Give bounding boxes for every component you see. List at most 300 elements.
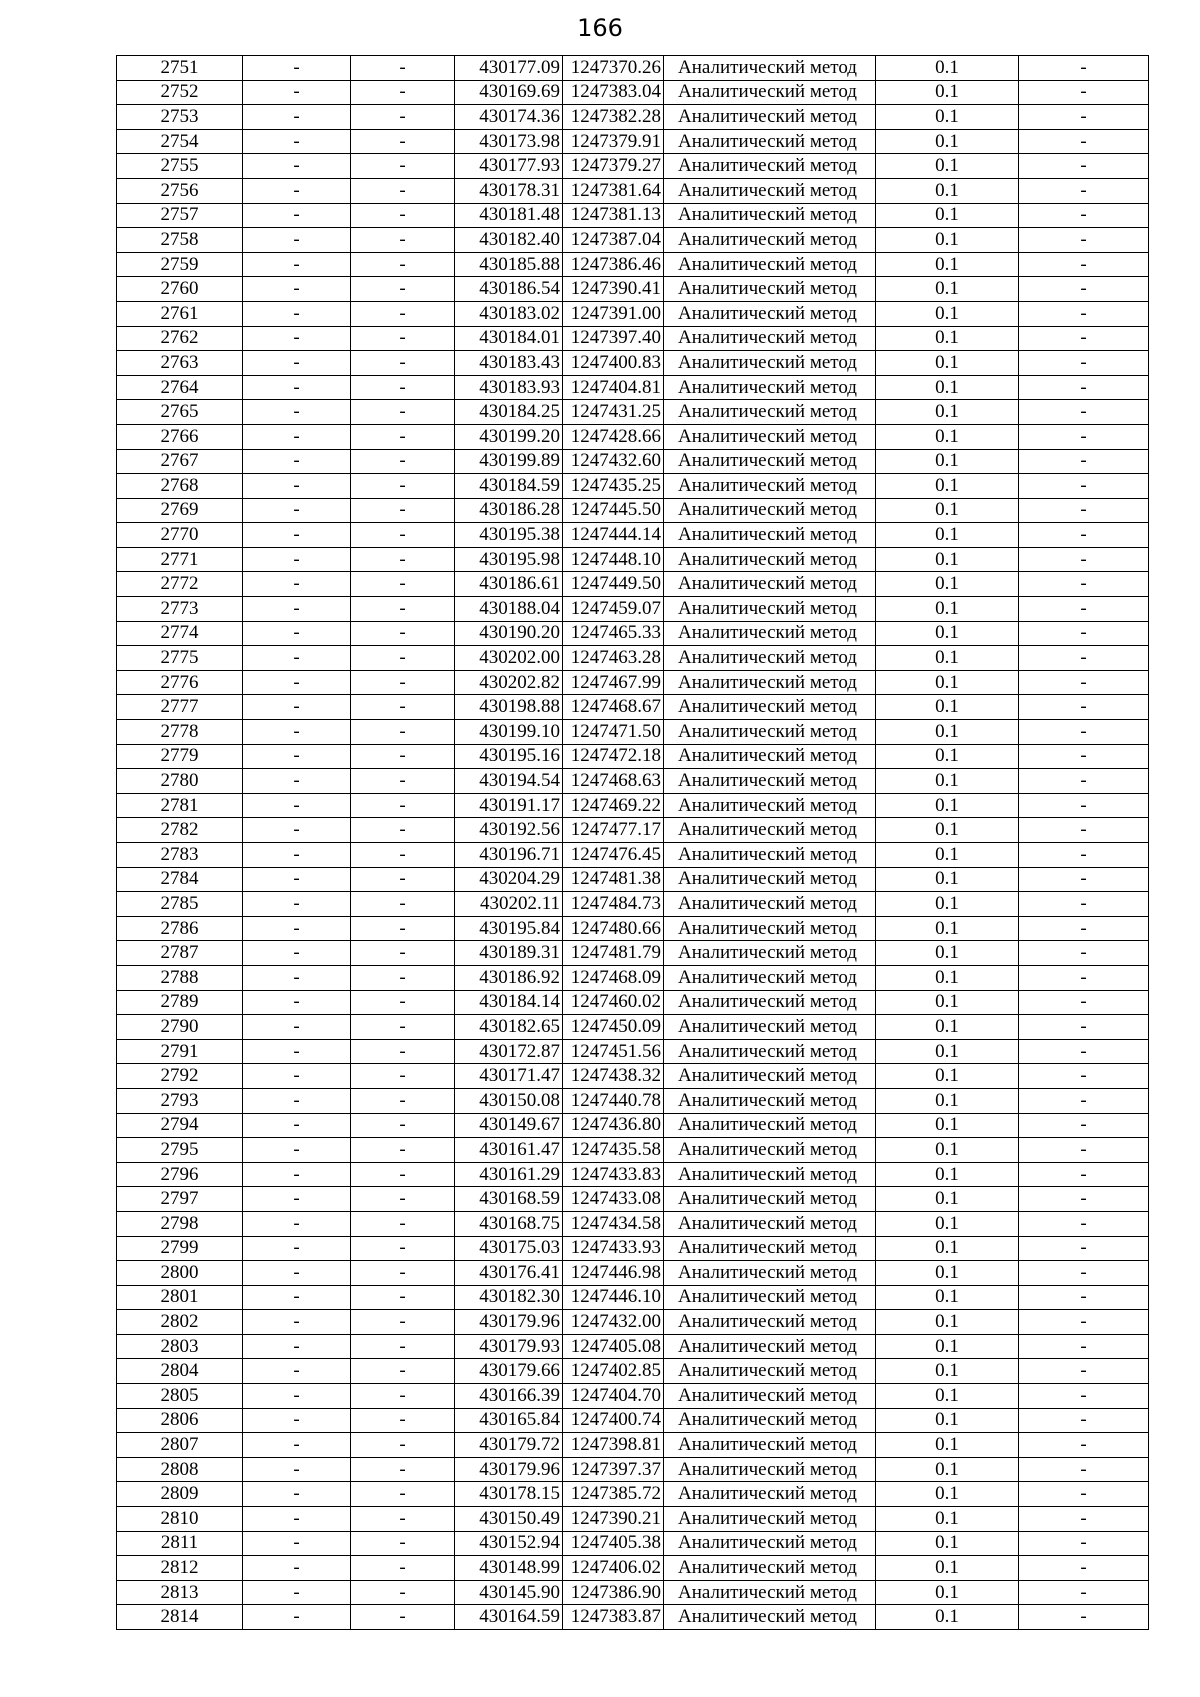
x-coordinate-cell: 430195.16 <box>455 744 563 769</box>
method-cell: Аналитический метод <box>664 1113 876 1138</box>
method-cell: Аналитический метод <box>664 892 876 917</box>
col3-cell: - <box>351 1285 455 1310</box>
y-coordinate-cell: 1247451.56 <box>563 1039 664 1064</box>
accuracy-cell: 0.1 <box>876 375 1019 400</box>
method-cell: Аналитический метод <box>664 1359 876 1384</box>
y-coordinate-cell: 1247397.37 <box>563 1457 664 1482</box>
col3-cell: - <box>351 375 455 400</box>
x-coordinate-cell: 430145.90 <box>455 1580 563 1605</box>
x-coordinate-cell: 430150.08 <box>455 1088 563 1113</box>
method-cell: Аналитический метод <box>664 105 876 130</box>
col3-cell: - <box>351 1236 455 1261</box>
col2-cell: - <box>243 646 351 671</box>
col8-cell: - <box>1019 572 1149 597</box>
table-row <box>117 941 1149 966</box>
accuracy-cell: 0.1 <box>876 474 1019 499</box>
table-row <box>117 277 1149 302</box>
point-number-cell: 2808 <box>117 1457 243 1482</box>
table-row <box>117 1384 1149 1409</box>
y-coordinate-cell: 1247432.60 <box>563 449 664 474</box>
accuracy-cell: 0.1 <box>876 892 1019 917</box>
y-coordinate-cell: 1247400.74 <box>563 1408 664 1433</box>
x-coordinate-cell: 430188.04 <box>455 597 563 622</box>
col2-cell: - <box>243 990 351 1015</box>
x-coordinate-cell: 430169.69 <box>455 80 563 105</box>
col8-cell: - <box>1019 990 1149 1015</box>
col2-cell: - <box>243 843 351 868</box>
method-cell: Аналитический метод <box>664 1580 876 1605</box>
x-coordinate-cell: 430173.98 <box>455 129 563 154</box>
table-row <box>117 400 1149 425</box>
table-row <box>117 252 1149 277</box>
accuracy-cell: 0.1 <box>876 1408 1019 1433</box>
table-body <box>117 56 1149 1630</box>
col8-cell: - <box>1019 56 1149 81</box>
x-coordinate-cell: 430175.03 <box>455 1236 563 1261</box>
y-coordinate-cell: 1247379.91 <box>563 129 664 154</box>
y-coordinate-cell: 1247445.50 <box>563 498 664 523</box>
col2-cell: - <box>243 720 351 745</box>
col3-cell: - <box>351 1113 455 1138</box>
table-row <box>117 154 1149 179</box>
col2-cell: - <box>243 154 351 179</box>
col2-cell: - <box>243 867 351 892</box>
accuracy-cell: 0.1 <box>876 203 1019 228</box>
y-coordinate-cell: 1247468.67 <box>563 695 664 720</box>
accuracy-cell: 0.1 <box>876 498 1019 523</box>
col2-cell: - <box>243 424 351 449</box>
table-row <box>117 1285 1149 1310</box>
point-number-cell: 2781 <box>117 793 243 818</box>
col2-cell: - <box>243 1211 351 1236</box>
x-coordinate-cell: 430192.56 <box>455 818 563 843</box>
point-number-cell: 2814 <box>117 1605 243 1630</box>
method-cell: Аналитический метод <box>664 1334 876 1359</box>
y-coordinate-cell: 1247468.09 <box>563 965 664 990</box>
col2-cell: - <box>243 252 351 277</box>
col2-cell: - <box>243 1162 351 1187</box>
x-coordinate-cell: 430190.20 <box>455 621 563 646</box>
col3-cell: - <box>351 80 455 105</box>
col8-cell: - <box>1019 547 1149 572</box>
col3-cell: - <box>351 547 455 572</box>
accuracy-cell: 0.1 <box>876 695 1019 720</box>
col8-cell: - <box>1019 252 1149 277</box>
col2-cell: - <box>243 1359 351 1384</box>
method-cell: Аналитический метод <box>664 843 876 868</box>
y-coordinate-cell: 1247449.50 <box>563 572 664 597</box>
col8-cell: - <box>1019 1457 1149 1482</box>
method-cell: Аналитический метод <box>664 1285 876 1310</box>
table-row <box>117 498 1149 523</box>
point-number-cell: 2803 <box>117 1334 243 1359</box>
col3-cell: - <box>351 1556 455 1581</box>
table-row <box>117 843 1149 868</box>
accuracy-cell: 0.1 <box>876 449 1019 474</box>
y-coordinate-cell: 1247397.40 <box>563 326 664 351</box>
point-number-cell: 2771 <box>117 547 243 572</box>
table-row <box>117 572 1149 597</box>
accuracy-cell: 0.1 <box>876 1334 1019 1359</box>
y-coordinate-cell: 1247468.63 <box>563 769 664 794</box>
table-row <box>117 474 1149 499</box>
point-number-cell: 2779 <box>117 744 243 769</box>
point-number-cell: 2788 <box>117 965 243 990</box>
col2-cell: - <box>243 695 351 720</box>
col8-cell: - <box>1019 1187 1149 1212</box>
col3-cell: - <box>351 867 455 892</box>
y-coordinate-cell: 1247400.83 <box>563 351 664 376</box>
point-number-cell: 2793 <box>117 1088 243 1113</box>
col8-cell: - <box>1019 1580 1149 1605</box>
col3-cell: - <box>351 400 455 425</box>
method-cell: Аналитический метод <box>664 252 876 277</box>
method-cell: Аналитический метод <box>664 572 876 597</box>
col2-cell: - <box>243 1310 351 1335</box>
accuracy-cell: 0.1 <box>876 228 1019 253</box>
table-row <box>117 1433 1149 1458</box>
method-cell: Аналитический метод <box>664 547 876 572</box>
table-row <box>117 80 1149 105</box>
accuracy-cell: 0.1 <box>876 1507 1019 1532</box>
col3-cell: - <box>351 1039 455 1064</box>
point-number-cell: 2768 <box>117 474 243 499</box>
method-cell: Аналитический метод <box>664 769 876 794</box>
method-cell: Аналитический метод <box>664 1088 876 1113</box>
point-number-cell: 2796 <box>117 1162 243 1187</box>
col3-cell: - <box>351 646 455 671</box>
y-coordinate-cell: 1247398.81 <box>563 1433 664 1458</box>
col3-cell: - <box>351 1457 455 1482</box>
accuracy-cell: 0.1 <box>876 80 1019 105</box>
col2-cell: - <box>243 228 351 253</box>
method-cell: Аналитический метод <box>664 1408 876 1433</box>
x-coordinate-cell: 430178.15 <box>455 1482 563 1507</box>
x-coordinate-cell: 430182.40 <box>455 228 563 253</box>
table-row <box>117 424 1149 449</box>
col3-cell: - <box>351 1162 455 1187</box>
table-row <box>117 1236 1149 1261</box>
accuracy-cell: 0.1 <box>876 1531 1019 1556</box>
y-coordinate-cell: 1247480.66 <box>563 916 664 941</box>
y-coordinate-cell: 1247481.38 <box>563 867 664 892</box>
col3-cell: - <box>351 1531 455 1556</box>
col8-cell: - <box>1019 1605 1149 1630</box>
y-coordinate-cell: 1247385.72 <box>563 1482 664 1507</box>
point-number-cell: 2754 <box>117 129 243 154</box>
col8-cell: - <box>1019 720 1149 745</box>
point-number-cell: 2761 <box>117 301 243 326</box>
table-row <box>117 1531 1149 1556</box>
table-row <box>117 351 1149 376</box>
col3-cell: - <box>351 154 455 179</box>
table-row <box>117 129 1149 154</box>
table-row <box>117 695 1149 720</box>
col8-cell: - <box>1019 326 1149 351</box>
y-coordinate-cell: 1247382.28 <box>563 105 664 130</box>
x-coordinate-cell: 430177.93 <box>455 154 563 179</box>
table-row <box>117 646 1149 671</box>
point-number-cell: 2780 <box>117 769 243 794</box>
x-coordinate-cell: 430185.88 <box>455 252 563 277</box>
method-cell: Аналитический метод <box>664 621 876 646</box>
method-cell: Аналитический метод <box>664 1187 876 1212</box>
x-coordinate-cell: 430182.30 <box>455 1285 563 1310</box>
accuracy-cell: 0.1 <box>876 1138 1019 1163</box>
point-number-cell: 2810 <box>117 1507 243 1532</box>
accuracy-cell: 0.1 <box>876 597 1019 622</box>
point-number-cell: 2794 <box>117 1113 243 1138</box>
table-row <box>117 1580 1149 1605</box>
y-coordinate-cell: 1247428.66 <box>563 424 664 449</box>
col3-cell: - <box>351 1015 455 1040</box>
col2-cell: - <box>243 1556 351 1581</box>
method-cell: Аналитический метод <box>664 129 876 154</box>
x-coordinate-cell: 430161.47 <box>455 1138 563 1163</box>
accuracy-cell: 0.1 <box>876 965 1019 990</box>
method-cell: Аналитический метод <box>664 1310 876 1335</box>
col8-cell: - <box>1019 744 1149 769</box>
accuracy-cell: 0.1 <box>876 351 1019 376</box>
accuracy-cell: 0.1 <box>876 56 1019 81</box>
table-row <box>117 769 1149 794</box>
x-coordinate-cell: 430199.10 <box>455 720 563 745</box>
method-cell: Аналитический метод <box>664 1433 876 1458</box>
point-number-cell: 2751 <box>117 56 243 81</box>
col2-cell: - <box>243 203 351 228</box>
accuracy-cell: 0.1 <box>876 1384 1019 1409</box>
y-coordinate-cell: 1247476.45 <box>563 843 664 868</box>
col8-cell: - <box>1019 670 1149 695</box>
method-cell: Аналитический метод <box>664 941 876 966</box>
col2-cell: - <box>243 1236 351 1261</box>
table-row <box>117 1310 1149 1335</box>
method-cell: Аналитический метод <box>664 351 876 376</box>
accuracy-cell: 0.1 <box>876 1556 1019 1581</box>
table-row <box>117 1408 1149 1433</box>
x-coordinate-cell: 430179.66 <box>455 1359 563 1384</box>
table-row <box>117 720 1149 745</box>
col8-cell: - <box>1019 178 1149 203</box>
table-row <box>117 990 1149 1015</box>
col2-cell: - <box>243 1384 351 1409</box>
y-coordinate-cell: 1247446.98 <box>563 1261 664 1286</box>
accuracy-cell: 0.1 <box>876 769 1019 794</box>
x-coordinate-cell: 430174.36 <box>455 105 563 130</box>
accuracy-cell: 0.1 <box>876 843 1019 868</box>
y-coordinate-cell: 1247438.32 <box>563 1064 664 1089</box>
point-number-cell: 2775 <box>117 646 243 671</box>
method-cell: Аналитический метод <box>664 1457 876 1482</box>
method-cell: Аналитический метод <box>664 375 876 400</box>
table-row <box>117 1064 1149 1089</box>
x-coordinate-cell: 430179.72 <box>455 1433 563 1458</box>
accuracy-cell: 0.1 <box>876 818 1019 843</box>
col8-cell: - <box>1019 351 1149 376</box>
table-row <box>117 1482 1149 1507</box>
table-row <box>117 1359 1149 1384</box>
x-coordinate-cell: 430186.61 <box>455 572 563 597</box>
method-cell: Аналитический метод <box>664 1482 876 1507</box>
col8-cell: - <box>1019 1285 1149 1310</box>
col8-cell: - <box>1019 424 1149 449</box>
col8-cell: - <box>1019 105 1149 130</box>
method-cell: Аналитический метод <box>664 1605 876 1630</box>
point-number-cell: 2789 <box>117 990 243 1015</box>
table-row <box>117 1457 1149 1482</box>
y-coordinate-cell: 1247460.02 <box>563 990 664 1015</box>
table-row <box>117 56 1149 81</box>
col3-cell: - <box>351 1433 455 1458</box>
x-coordinate-cell: 430195.84 <box>455 916 563 941</box>
table-row <box>117 1039 1149 1064</box>
col3-cell: - <box>351 1211 455 1236</box>
table-row <box>117 892 1149 917</box>
x-coordinate-cell: 430168.59 <box>455 1187 563 1212</box>
accuracy-cell: 0.1 <box>876 129 1019 154</box>
point-number-cell: 2759 <box>117 252 243 277</box>
col3-cell: - <box>351 523 455 548</box>
accuracy-cell: 0.1 <box>876 277 1019 302</box>
y-coordinate-cell: 1247467.99 <box>563 670 664 695</box>
col3-cell: - <box>351 843 455 868</box>
x-coordinate-cell: 430179.96 <box>455 1457 563 1482</box>
col3-cell: - <box>351 1088 455 1113</box>
table-row <box>117 1113 1149 1138</box>
method-cell: Аналитический метод <box>664 1236 876 1261</box>
point-number-cell: 2755 <box>117 154 243 179</box>
point-number-cell: 2766 <box>117 424 243 449</box>
x-coordinate-cell: 430186.28 <box>455 498 563 523</box>
col8-cell: - <box>1019 1211 1149 1236</box>
col8-cell: - <box>1019 892 1149 917</box>
col8-cell: - <box>1019 1482 1149 1507</box>
col8-cell: - <box>1019 793 1149 818</box>
col3-cell: - <box>351 1310 455 1335</box>
table-row <box>117 1138 1149 1163</box>
col2-cell: - <box>243 818 351 843</box>
col8-cell: - <box>1019 474 1149 499</box>
method-cell: Аналитический метод <box>664 154 876 179</box>
col3-cell: - <box>351 228 455 253</box>
point-number-cell: 2753 <box>117 105 243 130</box>
col3-cell: - <box>351 301 455 326</box>
point-number-cell: 2785 <box>117 892 243 917</box>
y-coordinate-cell: 1247402.85 <box>563 1359 664 1384</box>
point-number-cell: 2804 <box>117 1359 243 1384</box>
y-coordinate-cell: 1247390.21 <box>563 1507 664 1532</box>
x-coordinate-cell: 430184.14 <box>455 990 563 1015</box>
y-coordinate-cell: 1247435.25 <box>563 474 664 499</box>
point-number-cell: 2772 <box>117 572 243 597</box>
accuracy-cell: 0.1 <box>876 916 1019 941</box>
method-cell: Аналитический метод <box>664 277 876 302</box>
y-coordinate-cell: 1247440.78 <box>563 1088 664 1113</box>
col2-cell: - <box>243 474 351 499</box>
x-coordinate-cell: 430199.20 <box>455 424 563 449</box>
col8-cell: - <box>1019 523 1149 548</box>
method-cell: Аналитический метод <box>664 695 876 720</box>
col2-cell: - <box>243 301 351 326</box>
col3-cell: - <box>351 1359 455 1384</box>
point-number-cell: 2784 <box>117 867 243 892</box>
y-coordinate-cell: 1247431.25 <box>563 400 664 425</box>
x-coordinate-cell: 430202.11 <box>455 892 563 917</box>
table-row <box>117 621 1149 646</box>
table-row <box>117 597 1149 622</box>
x-coordinate-cell: 430184.01 <box>455 326 563 351</box>
accuracy-cell: 0.1 <box>876 1236 1019 1261</box>
table-row <box>117 1088 1149 1113</box>
col8-cell: - <box>1019 1138 1149 1163</box>
col8-cell: - <box>1019 965 1149 990</box>
table-row <box>117 965 1149 990</box>
accuracy-cell: 0.1 <box>876 720 1019 745</box>
method-cell: Аналитический метод <box>664 178 876 203</box>
accuracy-cell: 0.1 <box>876 1482 1019 1507</box>
col3-cell: - <box>351 424 455 449</box>
accuracy-cell: 0.1 <box>876 326 1019 351</box>
coordinates-table <box>116 55 1149 1630</box>
point-number-cell: 2812 <box>117 1556 243 1581</box>
method-cell: Аналитический метод <box>664 720 876 745</box>
col8-cell: - <box>1019 1261 1149 1286</box>
x-coordinate-cell: 430168.75 <box>455 1211 563 1236</box>
col2-cell: - <box>243 375 351 400</box>
x-coordinate-cell: 430198.88 <box>455 695 563 720</box>
col3-cell: - <box>351 744 455 769</box>
point-number-cell: 2798 <box>117 1211 243 1236</box>
point-number-cell: 2764 <box>117 375 243 400</box>
col3-cell: - <box>351 769 455 794</box>
y-coordinate-cell: 1247404.70 <box>563 1384 664 1409</box>
method-cell: Аналитический метод <box>664 916 876 941</box>
method-cell: Аналитический метод <box>664 56 876 81</box>
col2-cell: - <box>243 400 351 425</box>
method-cell: Аналитический метод <box>664 670 876 695</box>
y-coordinate-cell: 1247459.07 <box>563 597 664 622</box>
accuracy-cell: 0.1 <box>876 252 1019 277</box>
method-cell: Аналитический метод <box>664 400 876 425</box>
col2-cell: - <box>243 1408 351 1433</box>
x-coordinate-cell: 430161.29 <box>455 1162 563 1187</box>
col3-cell: - <box>351 1261 455 1286</box>
method-cell: Аналитический метод <box>664 1211 876 1236</box>
col2-cell: - <box>243 1482 351 1507</box>
col8-cell: - <box>1019 695 1149 720</box>
point-number-cell: 2800 <box>117 1261 243 1286</box>
col8-cell: - <box>1019 1507 1149 1532</box>
y-coordinate-cell: 1247433.08 <box>563 1187 664 1212</box>
col3-cell: - <box>351 892 455 917</box>
method-cell: Аналитический метод <box>664 326 876 351</box>
col3-cell: - <box>351 621 455 646</box>
col2-cell: - <box>243 1457 351 1482</box>
y-coordinate-cell: 1247446.10 <box>563 1285 664 1310</box>
x-coordinate-cell: 430177.09 <box>455 56 563 81</box>
col2-cell: - <box>243 572 351 597</box>
y-coordinate-cell: 1247383.04 <box>563 80 664 105</box>
x-coordinate-cell: 430196.71 <box>455 843 563 868</box>
accuracy-cell: 0.1 <box>876 424 1019 449</box>
point-number-cell: 2795 <box>117 1138 243 1163</box>
x-coordinate-cell: 430204.29 <box>455 867 563 892</box>
col3-cell: - <box>351 129 455 154</box>
y-coordinate-cell: 1247406.02 <box>563 1556 664 1581</box>
table-row <box>117 449 1149 474</box>
method-cell: Аналитический метод <box>664 744 876 769</box>
x-coordinate-cell: 430189.31 <box>455 941 563 966</box>
